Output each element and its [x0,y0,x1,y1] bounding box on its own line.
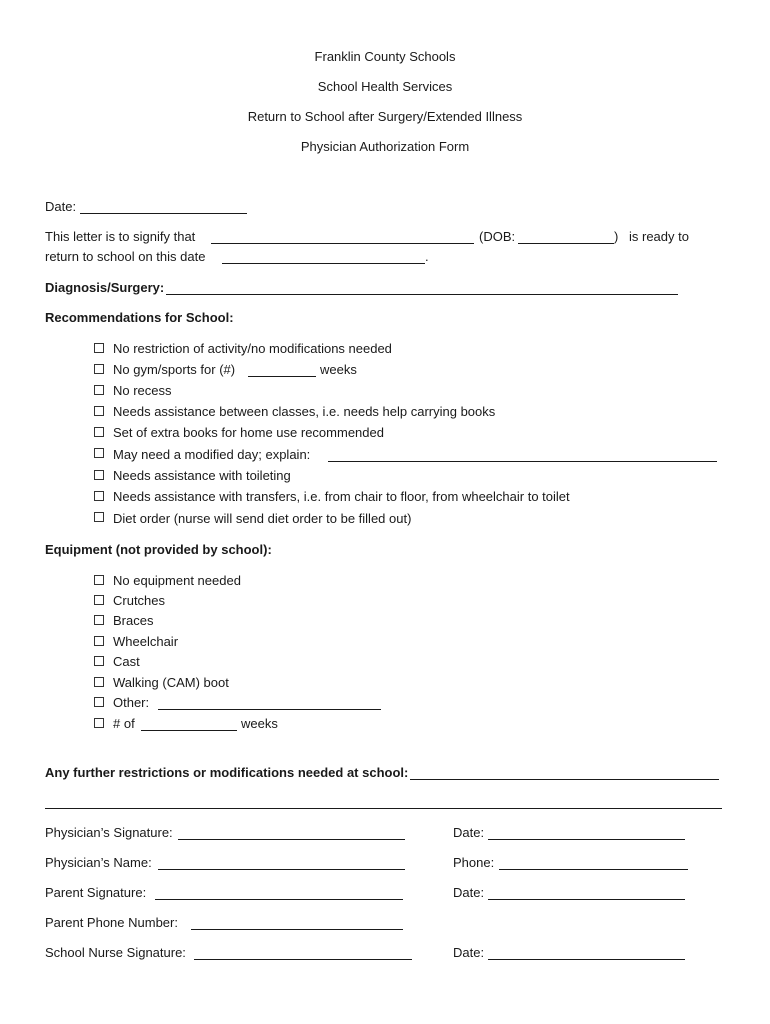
nurse-date-label: Date: [453,945,485,960]
rec-label-extra-books: Set of extra books for home use recommended [113,425,384,440]
physician-phone-label: Phone: [453,855,495,870]
dob-suffix: ) [614,229,619,244]
return-date-field[interactable] [222,263,425,264]
student-name-field[interactable] [211,243,474,244]
recommendations-heading: Recommendations for School: [45,310,234,325]
parent-date-label: Date: [453,885,485,900]
rec-label-diet-order: Diet order (nurse will send diet order to be filled out) [113,511,412,526]
physician-name-field[interactable] [158,869,405,870]
rec-checkbox-modified-day[interactable] [94,448,104,458]
rec-checkbox-toileting[interactable] [94,470,104,480]
diagnosis-field[interactable] [166,294,678,295]
return-text: return to school on this date [45,249,206,264]
equip-checkbox-cast[interactable] [94,656,104,666]
header-form-title: Physician Authorization Form [300,139,470,154]
header-form-subject: Return to School after Surgery/Extended Illness [247,109,523,124]
parent-signature-label: Parent Signature: [45,885,147,900]
rec-label-assist-classes: Needs assistance between classes, i.e. needs help carrying books [113,404,496,419]
physician-signature-field[interactable] [178,839,405,840]
header-department: School Health Services [317,79,453,94]
parent-signature-field[interactable] [155,899,403,900]
equip-label-weeks: # of [113,716,135,731]
equip-weeks-suffix: weeks [241,716,278,731]
equip-label-cam-boot: Walking (CAM) boot [113,675,229,690]
nurse-date-field[interactable] [488,959,685,960]
physician-signature-label: Physician’s Signature: [45,825,173,840]
equipment-heading: Equipment (not provided by school): [45,542,272,557]
rec-checkbox-extra-books[interactable] [94,427,104,437]
return-period: . [425,249,429,264]
rec-label-transfers: Needs assistance with transfers, i.e. from chair to floor, from wheelchair to toilet [113,489,570,504]
rec-label-no-restriction: No restriction of activity/no modifications needed [113,341,392,356]
rec-checkbox-assist-classes[interactable] [94,406,104,416]
letter-prefix: This letter is to signify that [45,229,196,244]
equip-checkbox-cam-boot[interactable] [94,677,104,687]
parent-date-field[interactable] [488,899,685,900]
physician-name-label: Physician’s Name: [45,855,152,870]
further-restrictions-label: Any further restrictions or modifications needed at school: [45,765,409,780]
parent-phone-label: Parent Phone Number: [45,915,178,930]
dob-label: (DOB: [479,229,516,244]
further-restrictions-field-line2[interactable] [45,808,722,809]
equip-checkbox-weeks[interactable] [94,718,104,728]
ready-text: is ready to [629,229,689,244]
equip-checkbox-wheelchair[interactable] [94,636,104,646]
equip-label-cast: Cast [113,654,140,669]
parent-phone-field[interactable] [191,929,403,930]
date-field[interactable] [80,213,247,214]
equip-label-wheelchair: Wheelchair [113,634,179,649]
equip-label-none: No equipment needed [113,573,241,588]
rec-label-no-recess: No recess [113,383,172,398]
rec-label-toileting: Needs assistance with toileting [113,468,291,483]
nurse-signature-field[interactable] [194,959,412,960]
rec-label-modified-day: May need a modified day; explain: [113,447,311,462]
rec-checkbox-no-recess[interactable] [94,385,104,395]
gym-weeks-field[interactable] [248,376,316,377]
rec-label-no-gym: No gym/sports for (#) [113,362,236,377]
equip-checkbox-braces[interactable] [94,615,104,625]
header-school-name: Franklin County Schools [314,49,456,64]
rec-checkbox-no-restriction[interactable] [94,343,104,353]
rec-checkbox-no-gym[interactable] [94,364,104,374]
equip-other-field[interactable] [158,709,381,710]
equip-label-crutches: Crutches [113,593,166,608]
rec-checkbox-transfers[interactable] [94,491,104,501]
equip-checkbox-other[interactable] [94,697,104,707]
nurse-signature-label: School Nurse Signature: [45,945,186,960]
further-restrictions-field[interactable] [410,779,719,780]
equip-checkbox-none[interactable] [94,575,104,585]
equip-label-other: Other: [113,695,150,710]
equip-label-braces: Braces [113,613,154,628]
dob-field[interactable] [518,243,614,244]
physician-phone-field[interactable] [499,869,688,870]
modified-day-explain-field[interactable] [328,461,717,462]
equip-weeks-field[interactable] [141,730,237,731]
gym-weeks-suffix: weeks [320,362,357,377]
equip-checkbox-crutches[interactable] [94,595,104,605]
rec-checkbox-diet-order[interactable] [94,512,104,522]
physician-date-label: Date: [453,825,485,840]
date-label: Date: [45,199,77,214]
diagnosis-label: Diagnosis/Surgery: [45,280,165,295]
physician-date-field[interactable] [488,839,685,840]
